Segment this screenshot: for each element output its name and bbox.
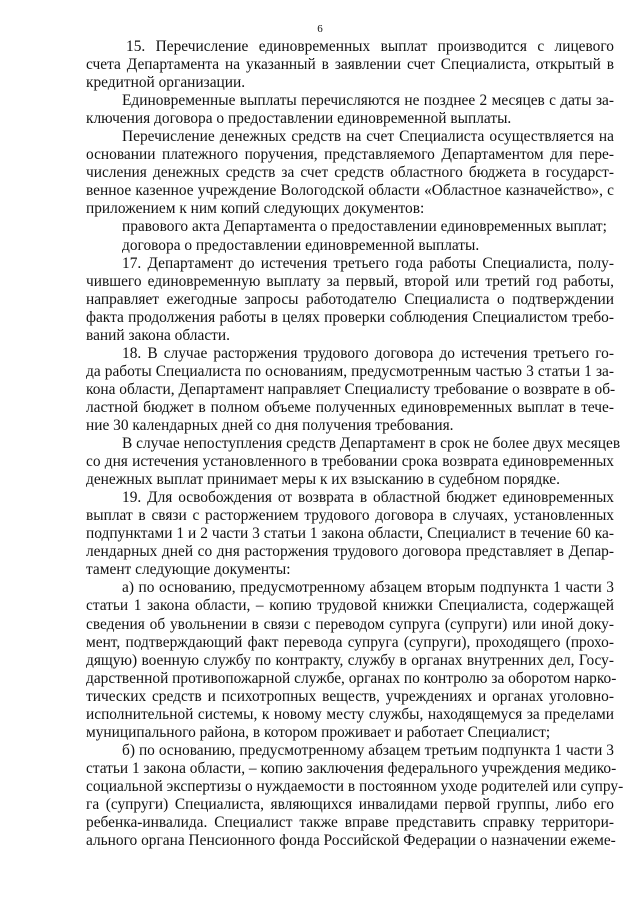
text-line: социальной экспертизы о нуждаемости в постоянном уходе родителей или супру- [86, 777, 624, 795]
text-line: 19. Для освобождения от возврата в областной бюджет единовременных [122, 489, 614, 507]
text-line: статьи 1 закона области, – копию заключения федерального учреждения медико- [86, 759, 617, 777]
text-line: ключения договора о предоставлении единовременной выплаты. [86, 110, 512, 128]
text-line: дящую) военную службу по контракту, службу в органах внутренних дел, Госу- [86, 651, 614, 669]
text-line: В случае непоступления средств Департамент в срок не более двух месяцев [122, 435, 621, 453]
text-line: чившего единовременную выплату за первый, второй или третий год работы, [86, 272, 614, 290]
text-line: ластной бюджет в полном объеме полученных единовременных выплат в тече- [86, 398, 614, 416]
text-line: лендарных дней со дня расторжения трудового договора представляет в Депар- [86, 543, 614, 561]
text-line: денежных выплат принимает меры к их взысканию в судебном порядке. [86, 471, 560, 489]
text-line: счета Департамента на указанный в заявлении счет Специалиста, открытый в [86, 56, 614, 74]
text-line: дарственной противопожарной службе, органах по контролю за оборотом нарко- [86, 669, 617, 687]
text-line: числения денежных средств за счет средств областного бюджета в государст- [86, 164, 614, 182]
text-line: Перечисление денежных средств на счет Специалиста осуществляется на [122, 128, 614, 146]
text-line: сведения об увольнении в связи с переводом супруга (супруги) или иной доку- [86, 615, 614, 633]
text-line: подпунктами 1 и 2 части 3 статьи 1 закона области, Специалист в течение 60 ка- [86, 525, 614, 543]
text-line: направляет ежегодные запросы работодателю Специалиста о подтверждении [86, 290, 614, 308]
page-number: 6 [317, 23, 323, 35]
text-line: а) по основанию, предусмотренному абзацем вторым подпункта 1 части 3 [122, 579, 614, 597]
text-line: да работы Специалиста по основаниям, предусмотренным частью 3 статьи 1 за- [86, 362, 614, 380]
text-line: 17. Департамент до истечения третьего года работы Специалиста, полу- [122, 254, 614, 272]
text-line: исполнительной системы, к новому месту службы, находящемуся за пределами [86, 705, 614, 723]
text-line: 18. В случае расторжения трудового договора до истечения третьего го- [122, 344, 614, 362]
text-line: тамент следующие документы: [86, 561, 291, 579]
text-line: правового акта Департамента о предоставлении единовременных выплат; [122, 218, 607, 236]
document-body [86, 38, 624, 850]
text-line: факта продолжения работы в целях проверки соблюдения Специалистом требо- [86, 308, 614, 326]
text-line: статьи 1 закона области, – копию трудовой книжки Специалиста, содержащей [86, 597, 614, 615]
text-line: ального органа Пенсионного фонда Российской Федерации о назначении ежеме- [86, 832, 616, 850]
text-line: тических средств и психотропных веществ, учреждениях и органах уголовно- [86, 687, 614, 705]
text-line: мент, подтверждающий факт перевода супруга (супруги), проходящего (прохо- [86, 633, 614, 651]
text-line: б) по основанию, предусмотренному абзацем третьим подпункта 1 части 3 [122, 741, 614, 759]
text-line: венное казенное учреждение Вологодской области «Областное казначейство», с [86, 182, 614, 200]
text-line: ребенка-инвалида. Специалист также вправе представить справку территори- [86, 814, 614, 832]
text-line: ваний закона области. [86, 326, 230, 344]
text-line: приложением к ним копий следующих документов: [86, 200, 425, 218]
text-line: со дня истечения установленного в требовании срока возврата единовременных [86, 453, 614, 471]
text-line: 15. Перечисление единовременных выплат производится с лицевого [126, 38, 614, 55]
text-line: кона области, Департамент направляет Специалисту требование о возврате в об- [86, 380, 616, 398]
text-line: договора о предоставлении единовременной выплаты. [122, 236, 480, 254]
text-line: основании платежного поручения, представляемого Департаментом для пере- [86, 146, 614, 164]
text-line: га (супруги) Специалиста, являющихся инвалидами первой группы, либо его [86, 795, 614, 813]
text-line: кредитной организации. [86, 74, 246, 92]
text-line: ние 30 календарных дней со дня получения требования. [86, 416, 454, 434]
text-line: выплат в связи с расторжением трудового договора в случаях, установленных [86, 507, 614, 525]
text-line: муниципального района, в котором проживает и работает Специалист; [86, 723, 551, 741]
text-line: Единовременные выплаты перечисляются не позднее 2 месяцев с даты за- [122, 92, 614, 110]
